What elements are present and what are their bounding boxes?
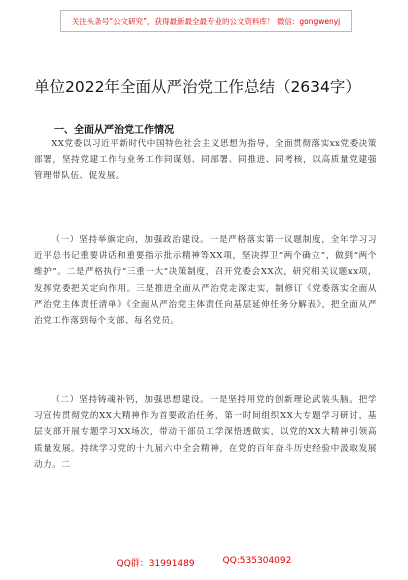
footer-contact	[0, 556, 408, 569]
body-paragraph-ideological: （二）坚持铸魂补钙，加强思想建设。一是坚持用党的创新理论武装头脑。把学习宣传贯彻党的XX大精神作为首要政治任务，第一时间组织XX大专题学习研讨，基层支部开展专题学习XX场次，带动干部员工学深悟透做实，以党的XX大精神引领高质量发展。持续学习党的十九届六中全会精神，在党的百年奋斗历史经验中汲取发展动力。二	[34, 395, 377, 470]
header-banner	[60, 10, 352, 32]
section-heading: 一、全面从严治党工作情况	[54, 125, 174, 136]
footer-qq-group: QQ群：31991489	[116, 559, 195, 569]
body-paragraph-intro: XX党委以习近平新时代中国特色社会主义思想为指导，全面贯彻落实xx党委决策部署，坚持党建工作与业务工作同谋划、同部署、同推进、同考核，以高质量党建强管理带队伍、促发展。	[34, 139, 377, 182]
body-paragraph-political: （一）坚持举旗定向，加强政治建设。一是严格落实第一议题制度，全年学习习近平总书记重要讲话和重要指示批示精神等XX项，坚决捍卫“两个确立”，做到“两个维护”。二是严格执行“三重一大”决策制度，召开党委会XX次，研究相关议题xx项，发挥党委把关定向作用。三是推进全面从严治党走深走实，制修订《党委落实全面从严治党主体责任清单》《全面从严治党主体责任向基层延伸任务分解表》，把全面从严治党工作落到每个支部、每名党员。	[34, 235, 377, 327]
banner-text: 关注头条号“公文研究”，获得最新最全最专业的公文资料库！ 微信：gongwenyj	[71, 16, 341, 26]
document-title: 单位2022年全面从严治党工作总结（2634字）	[34, 78, 361, 96]
footer-qq-number: QQ:535304092	[222, 556, 292, 566]
